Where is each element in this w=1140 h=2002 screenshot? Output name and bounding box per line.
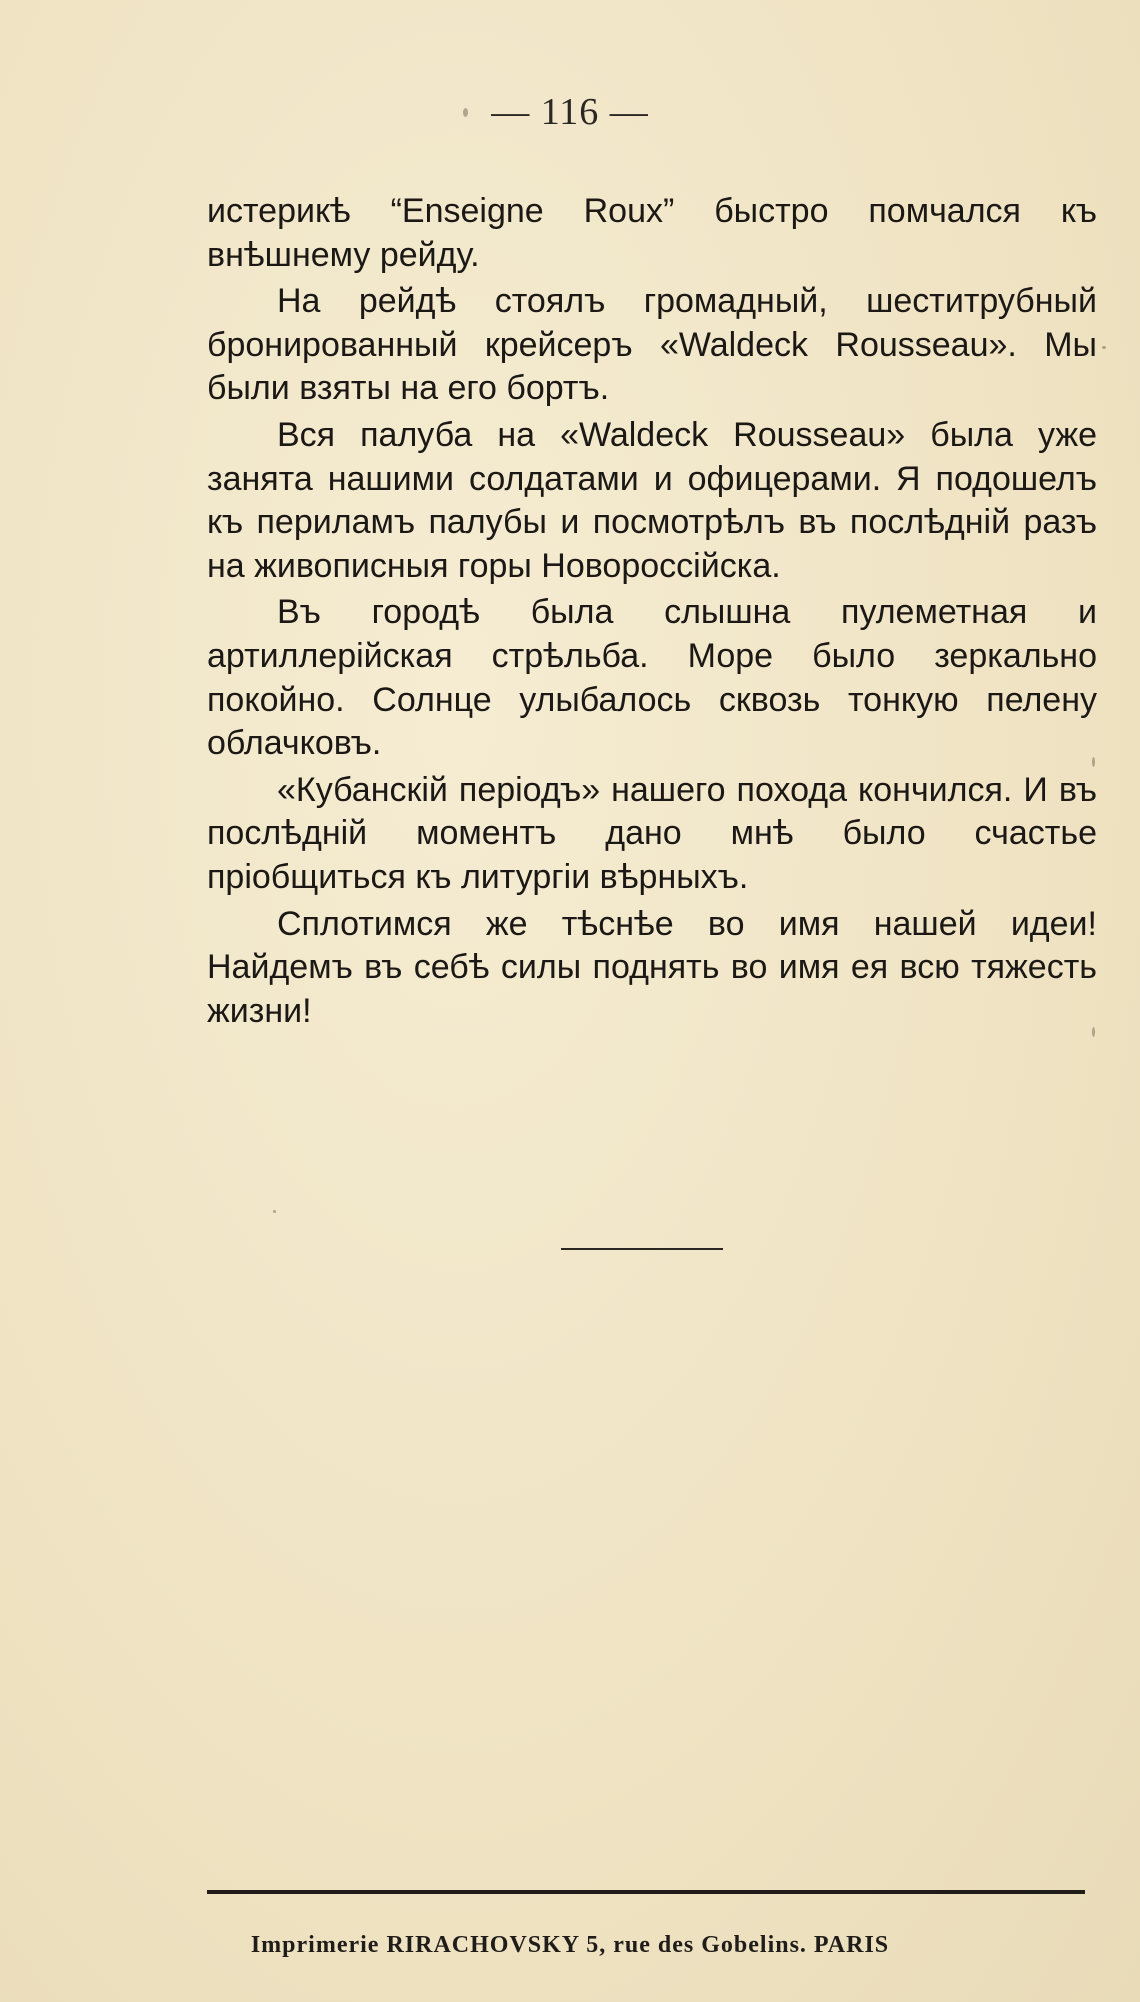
body-text	[207, 190, 1097, 1036]
page-number: — 116 —	[491, 91, 649, 133]
paper-speck	[463, 108, 468, 117]
paragraph-4: Въ городѣ была слышна пулеметная и артиллерiйская стрѣльба. Море было зеркально покойно. Солнце улыбалось сквозь тонкую пелену облачковъ.	[207, 593, 1097, 763]
paper-speck	[1102, 346, 1106, 349]
paragraph-1: истерикѣ “Enseigne Roux” быстро помчался къ внѣшнему рейду.	[207, 192, 1097, 274]
paragraph-5: «Кубанскiй перiодъ» нашего похода кончился. И въ послѣднiй моментъ дано мнѣ было счастье прiобщиться къ литургiи вѣрныхъ.	[207, 770, 1097, 896]
paper-speck	[1092, 1027, 1095, 1037]
printer-imprint: Imprimerie RIRACHOVSKY 5, rue des Gobelins. PARIS	[250, 1932, 890, 1958]
paragraph-6: Сплотимся же тѣснѣе во имя нашей идеи! Найдемъ въ себѣ силы поднять во имя ея всю тяжесть жизни!	[207, 904, 1097, 1030]
paper-speck	[273, 1210, 276, 1213]
footer-rule	[207, 1890, 1085, 1894]
paragraph-3: Вся палуба на «Waldeck Rousseau» была уже занята нашими солдатами и офицерами. Я подошелъ къ периламъ палубы и посмотрѣлъ въ послѣднiй разъ на живописныя горы Новороссiйска.	[207, 415, 1097, 585]
paragraph-2: На рейдѣ стоялъ громадный, шеститрубный бронированный крейсеръ «Waldeck Rousseau». Мы были взяты на его бортъ.	[207, 282, 1097, 408]
section-end-rule	[561, 1248, 723, 1250]
paper-speck	[1092, 757, 1095, 767]
